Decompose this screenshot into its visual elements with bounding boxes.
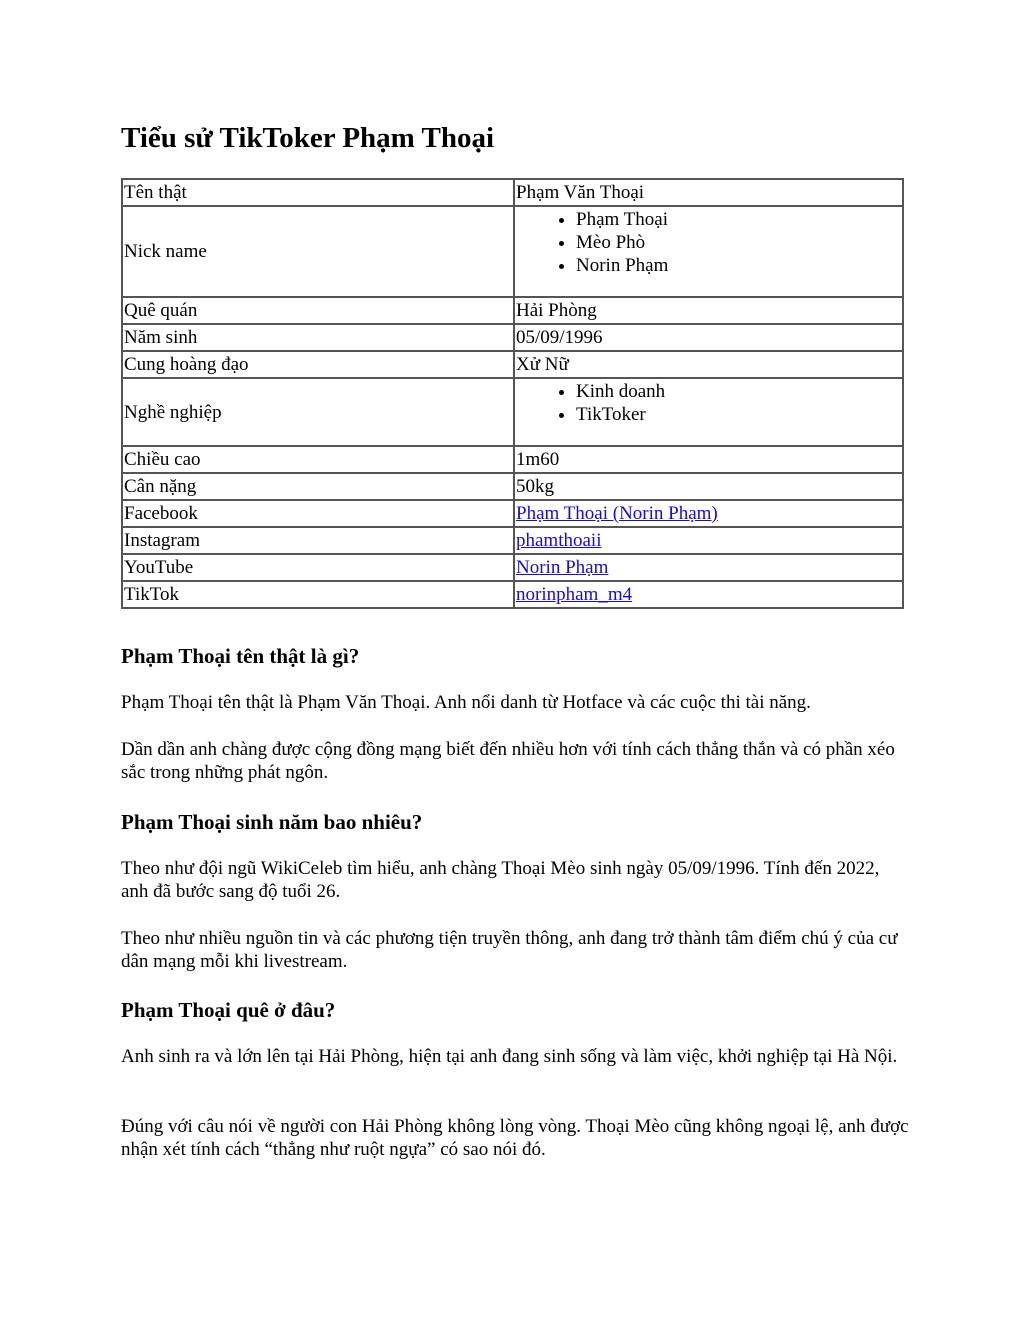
table-row <box>122 554 903 581</box>
tiktok-label: TikTok <box>122 581 514 608</box>
birth-year-label: Năm sinh <box>122 324 514 351</box>
tiktok-link[interactable]: norinpham_m4 <box>516 584 633 605</box>
table-row <box>122 324 903 351</box>
hometown-label: Quê quán <box>122 297 514 324</box>
tiktok-cell <box>514 581 903 608</box>
facebook-cell <box>514 500 903 527</box>
weight-value: 50kg <box>514 473 903 500</box>
facebook-link[interactable]: Phạm Thoại (Norin Phạm) <box>516 503 718 524</box>
nickname-list-cell <box>514 206 903 297</box>
table-row <box>122 446 903 473</box>
table-row <box>122 500 903 527</box>
height-label: Chiều cao <box>122 446 514 473</box>
hometown-value: Hải Phòng <box>514 297 903 324</box>
instagram-label: Instagram <box>122 527 514 554</box>
zodiac-label: Cung hoàng đạo <box>122 351 514 378</box>
occupation-list <box>516 380 901 444</box>
table-row <box>122 378 903 446</box>
real-name-label: Tên thật <box>122 179 514 206</box>
section-heading-hometown: Phạm Thoại quê ở đâu? <box>121 998 336 1022</box>
height-value: 1m60 <box>514 446 903 473</box>
table-row <box>122 206 903 297</box>
table-row <box>122 527 903 554</box>
instagram-link[interactable]: phamthoaii <box>516 530 602 551</box>
section-paragraph: Theo như nhiều nguồn tin và các phương tiện truyền thông, anh đang trở thành tâm điểm chú ý của cư dân mạng mỗi khi livestream. <box>121 928 898 972</box>
occupation-label: Nghề nghiệp <box>122 378 514 446</box>
list-item: • Kinh doanh <box>576 380 901 403</box>
profile-table <box>121 178 904 609</box>
birth-year-value: 05/09/1996 <box>514 324 903 351</box>
youtube-link[interactable]: Norin Phạm <box>516 557 609 578</box>
occupation-list-cell <box>514 378 903 446</box>
nickname-label: Nick name <box>122 206 514 297</box>
section-paragraph: Phạm Thoại tên thật là Phạm Văn Thoại. Anh nổi danh từ Hotface và các cuộc thi tài năng. <box>121 692 811 713</box>
weight-label: Cân nặng <box>122 473 514 500</box>
section-paragraph: Dần dần anh chàng được cộng đồng mạng biết đến nhiều hơn với tính cách thẳng thắn và có phần xéo sắc trong những phát ngôn. <box>121 739 895 783</box>
section-heading-birth-year: Phạm Thoại sinh năm bao nhiêu? <box>121 810 423 834</box>
instagram-cell <box>514 527 903 554</box>
list-item: • Phạm Thoại <box>576 208 901 231</box>
zodiac-value: Xử Nữ <box>514 351 903 378</box>
youtube-cell <box>514 554 903 581</box>
real-name-value: Phạm Văn Thoại <box>514 179 903 206</box>
table-row <box>122 297 903 324</box>
youtube-label: YouTube <box>122 554 514 581</box>
list-item: • Norin Phạm <box>576 254 901 277</box>
nickname-list <box>516 208 901 295</box>
table-row <box>122 473 903 500</box>
section-paragraph: Theo như đội ngũ WikiCeleb tìm hiểu, anh chàng Thoại Mèo sinh ngày 05/09/1996. Tính đến 2022, anh đã bước sang độ tuổi 26. <box>121 858 880 902</box>
page-title: Tiểu sử TikToker Phạm Thoại <box>121 122 495 154</box>
section-heading-real-name: Phạm Thoại tên thật là gì? <box>121 644 360 668</box>
table-row <box>122 179 903 206</box>
section-paragraph: Anh sinh ra và lớn lên tại Hải Phòng, hiện tại anh đang sinh sống và làm việc, khởi nghiệp tại Hà Nội. <box>121 1046 898 1067</box>
list-item: • TikToker <box>576 403 901 426</box>
table-row <box>122 581 903 608</box>
facebook-label: Facebook <box>122 500 514 527</box>
section-paragraph: Đúng với câu nói về người con Hải Phòng không lòng vòng. Thoại Mèo cũng không ngoại lệ, anh được nhận xét tính cách “thẳng như ruột ngựa” có sao nói đó. <box>121 1116 909 1160</box>
list-item: • Mèo Phò <box>576 231 901 254</box>
table-row <box>122 351 903 378</box>
